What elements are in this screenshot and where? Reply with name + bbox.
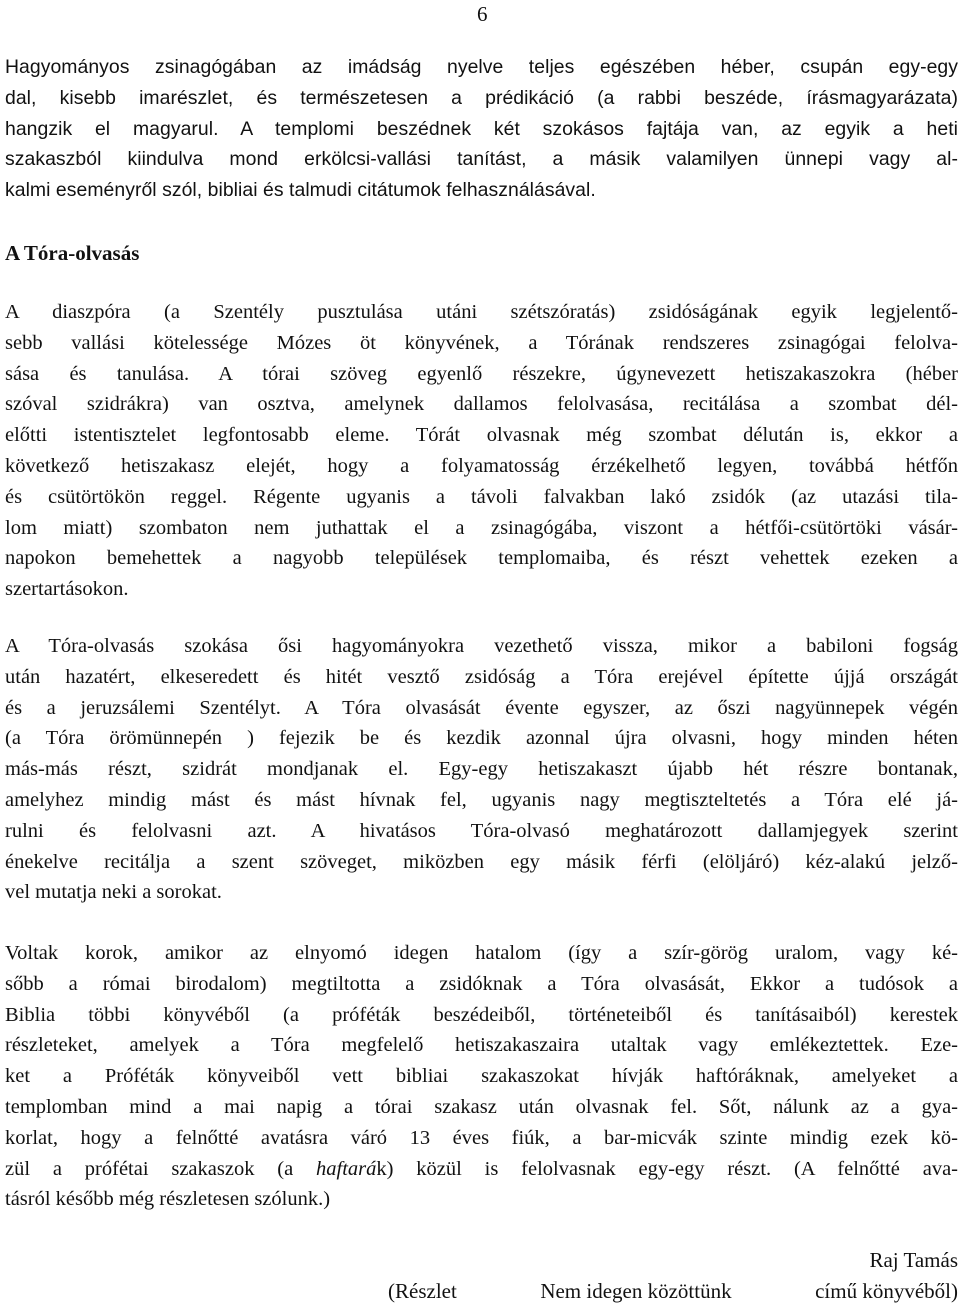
text-line: részleteket, amelyek a Tóra megfelelő hetiszakaszaira utaltak vagy emlékeztettek. Eze- (5, 1034, 958, 1057)
text-line: korlat, hogy a felnőtté avatásra váró 13 éves fiúk, a bar-micvák szinte mindig ezek kö- (5, 1126, 958, 1149)
signature-author: Raj Tamás (869, 1248, 958, 1272)
text-line: szóval szidrákra) van osztva, amelynek dallamos felolvasása, recitálása a szombat dél- (5, 393, 958, 416)
text-run: zül a prófétai szakaszok (a (5, 1157, 317, 1180)
text-line: A diaszpóra (a Szentély pusztulása utáni szétszóratás) zsidóságának egyik legjelentő- (5, 301, 958, 323)
text-line: sása és tanulása. A tórai szöveg egyenlő részekre, úgynevezett hetiszakaszokra (héber (5, 362, 958, 385)
section-heading: A Tóra-olvasás (5, 241, 140, 265)
text-line: (a Tóra örömünnepén ) fejezik be és kezdik azonnal újra olvasni, hogy minden héten (5, 727, 958, 750)
page-number: 6 (477, 2, 488, 26)
source-open: (Részlet (388, 1279, 457, 1303)
text-line: Hagyományos zsinagógában az imádság nyelve teljes egészében héber, csupán egy-egy (5, 56, 958, 78)
paragraph-tradition (5, 631, 958, 908)
text-line: hangzik el magyarul. A templomi beszédnek két szokásos fajtája van, az egyik a heti (5, 117, 958, 140)
signature-source (388, 1276, 958, 1306)
text-line: szakaszból kiindulva mond erkölcsi-vallási tanítást, a másik valamilyen ünnepi vagy al- (5, 148, 958, 171)
text-line: ket a Próféták könyveiből vett bibliai szakaszokat hívják haftóráknak, amelyeket a (5, 1065, 958, 1088)
text-line: előtti istentisztelet legfontosabb eleme. Tórát olvasnak még szombat délután is, ekkor a (5, 424, 958, 447)
text-line (5, 1154, 958, 1185)
text-line: szertartásokon. (5, 578, 129, 601)
text-line: amelyhez mindig mást és mást hívnak fel, ugyanis nagy megtiszteltetés a Tóra elé já- (5, 788, 958, 811)
text-line: dal, kisebb imarészlet, és természetesen a prédikáció (a rabbi beszéde, írásmagyarázata) (5, 86, 958, 109)
text-line: Biblia többi könyvéből (a próféták beszédeiből, történeteiből és tanításaiból) kerestek (5, 1003, 958, 1026)
paragraph-intro (5, 52, 958, 206)
text-line: vel mutatja neki a sorokat. (5, 881, 222, 904)
text-line: után hazatért, elkeseredett és hitét vesztő zsidóság a Tóra erejével építette újjá országát (5, 665, 958, 688)
text-line: Voltak korok, amikor az elnyomó idegen hatalom (így a szír-görög uralom, vagy ké- (5, 942, 958, 964)
paragraph-haftara (5, 938, 958, 1215)
text-line: énekelve recitálja a szent szöveget, miközben egy másik férfi (elöljáró) kéz-alakú jelző- (5, 850, 958, 873)
text-run: k) közül is felolvasnak egy-egy részt. (A felnőtté ava- (376, 1157, 958, 1180)
text-line: és csütörtökön reggel. Régente ugyanis a távoli falvakban lakó zsidók (az utazási tila- (5, 485, 958, 508)
paragraph-diaspora (5, 297, 958, 605)
text-line: tásról később még részletesen szólunk.) (5, 1188, 331, 1211)
text-line: sebb vallási kötelessége Mózes öt könyvének, a Tórának rendszeres zsinagógai felolva- (5, 331, 958, 354)
source-close: című könyvéből) (815, 1279, 958, 1303)
text-line: templomban mind a mai napig a tórai szakasz után olvasnak fel. Sőt, nálunk az a gya- (5, 1095, 958, 1118)
text-line: lom miatt) szombaton nem juthattak el a zsinagógába, viszont a hétfői-csütörtöki vásár- (5, 516, 958, 539)
source-title: Nem idegen közöttünk (540, 1279, 732, 1303)
text-line: más-más részt, szidrát mondjanak el. Egy-egy hetiszakaszt újabb hét részre bontanak, (5, 758, 958, 781)
text-line: következő hetiszakasz elejét, hogy a folyamatosság érzékelhető legyen, továbbá hétfőn (5, 454, 958, 477)
text-line: rulni és felolvasni azt. A hivatásos Tóra-olvasó meghatározott dallamjegyek szerint (5, 819, 958, 842)
text-line: kalmi eseményről szól, bibliai és talmudi citátumok felhasználásával. (5, 179, 596, 202)
text-line: A Tóra-olvasás szokása ősi hagyományokra vezethető vissza, mikor a babiloni fogság (5, 635, 958, 657)
text-line: napokon bemehettek a nagyobb települések templomaiba, és részt vehettek ezeken a (5, 547, 958, 570)
italic-term: haftará (316, 1157, 377, 1180)
text-line: és a jeruzsálemi Szentélyt. A Tóra olvasását évente egyszer, az őszi nagyünnepek végén (5, 696, 958, 719)
text-line: sőbb a római birodalom) megtiltotta a zsidóknak a Tóra olvasását, Ekkor a tudósok a (5, 972, 958, 995)
